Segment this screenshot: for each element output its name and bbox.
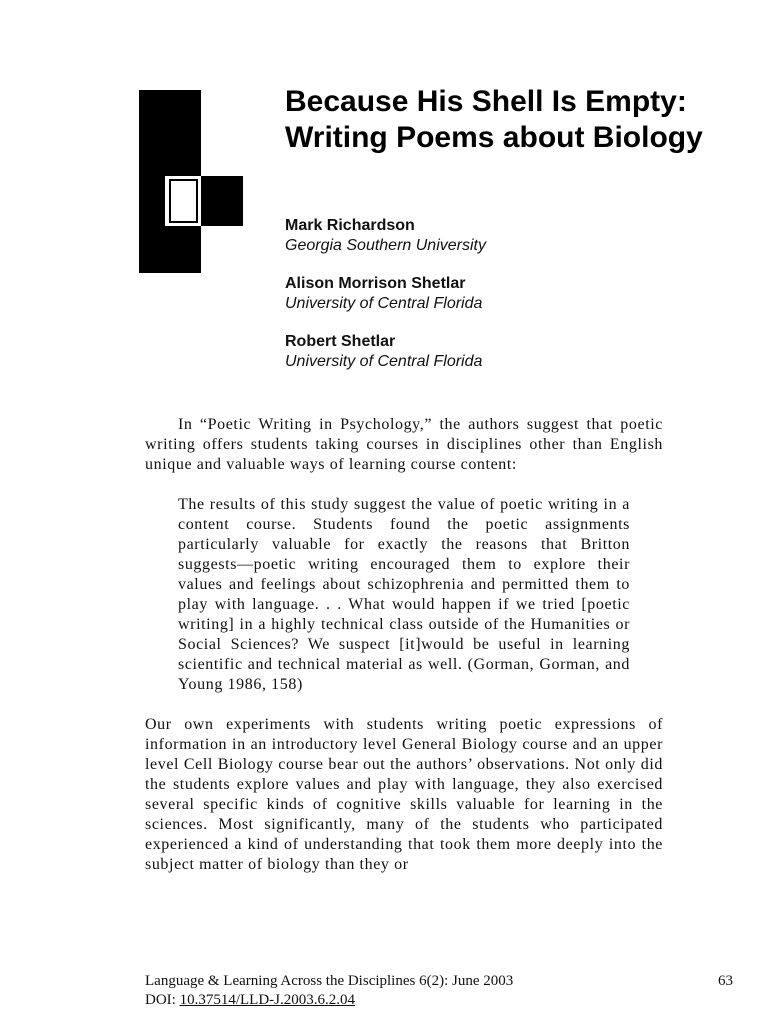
article-title: Because His Shell Is Empty: Writing Poems about Biology	[285, 85, 703, 154]
author-entry	[285, 274, 705, 314]
block-quote: The results of this study suggest the value of poetic writing in a content course. Students found the poetic assignments particularly valuable for exactly the reasons that Britton suggests—poetic writing encouraged them to explore their values and feelings about schizophrenia and permitted them to play with language. . . What would happen if we tried [poetic writing] in a highly technical class outside of the Humanities or Social Sciences? We suspect [it]would be useful in learning scientific and technical material as well. (Gorman, Gorman, and Young 1986, 158)	[178, 496, 630, 693]
doi-link[interactable]: 10.37514/LLD-J.2003.6.2.04	[179, 992, 355, 1008]
author-list	[285, 216, 705, 390]
author-affiliation: University of Central Florida	[285, 353, 483, 370]
doi-label: DOI:	[145, 992, 176, 1008]
author-name: Mark Richardson	[285, 217, 415, 234]
page-number: 63	[718, 973, 733, 989]
author-entry	[285, 332, 705, 372]
body-paragraph: Our own experiments with students writing poetic expressions of information in an introductory level General Biology course and an upper level Cell Biology course bear out the authors’ observations. Not only did the students explore values and play with language, they also exercised several specific kinds of cognitive skills valuable for learning in the sciences. Most significantly, many of the students who participated experienced a kind of understanding that took them more deeply into the subject matter of biology than they or	[145, 716, 663, 873]
page-footer	[145, 972, 733, 1010]
body-paragraph: In “Poetic Writing in Psychology,” the authors suggest that poetic writing offers students taking courses in disciplines other than English unique and valuable ways of learning course content:	[145, 416, 663, 473]
article-body	[145, 415, 663, 875]
author-affiliation: Georgia Southern University	[285, 237, 486, 254]
journal-citation: Language & Learning Across the Disciplines 6(2): June 2003	[145, 973, 514, 989]
author-name: Robert Shetlar	[285, 333, 396, 350]
author-affiliation: University of Central Florida	[285, 295, 483, 312]
author-entry	[285, 216, 705, 256]
author-name: Alison Morrison Shetlar	[285, 275, 466, 292]
journal-logo-icon	[139, 90, 243, 273]
